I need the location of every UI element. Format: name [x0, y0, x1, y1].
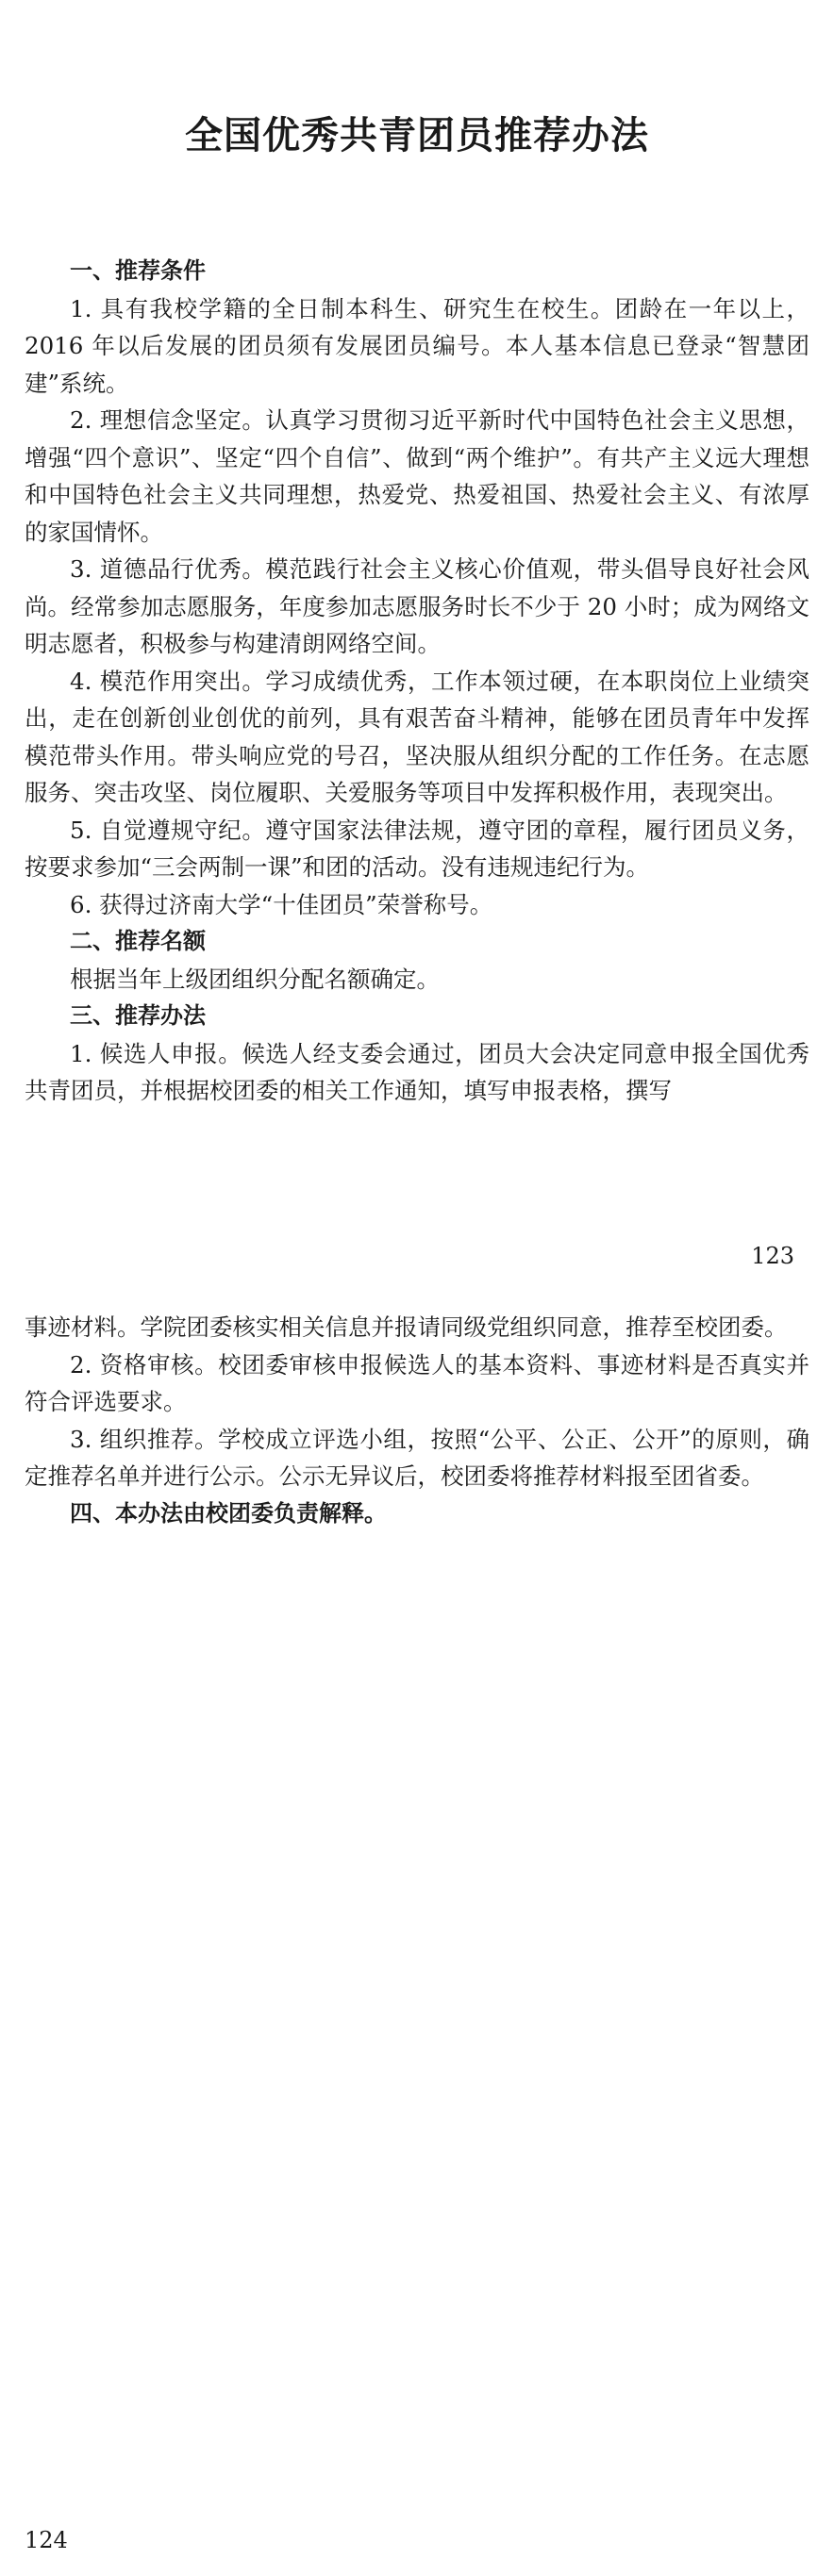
condition-3-paragraph: 3. 道德品行优秀。模范践行社会主义核心价值观，带头倡导良好社会风尚。经常参加志愿服务，年度参加志愿服务时长不少于 20 小时；成为网络文明志愿者，积极参与构建清朗网络空间。: [25, 555, 809, 657]
page-1-content: [25, 253, 809, 1110]
section-heading-interpretation: 四、本办法由校团委负责解释。: [70, 1499, 387, 1527]
quota-paragraph: 根据当年上级团组织分配名额确定。: [70, 965, 440, 993]
page-number: 123: [751, 1243, 794, 1269]
method-3-paragraph: 3. 组织推荐。学校成立评选小组，按照“公平、公正、公开”的原则，确定推荐名单并进行公示。公示无异议后，校团委将推荐材料报至团省委。: [25, 1425, 809, 1490]
condition-1-paragraph: 1. 具有我校学籍的全日制本科生、研究生在校生。团龄在一年以上，2016 年以后发展的团员须有发展团员编号。本人基本信息已登录“智慧团建”系统。: [25, 294, 809, 397]
method-1-continued-paragraph: 事迹材料。学院团委核实相关信息并报请同级党组织同意，推荐至校团委。: [25, 1313, 788, 1341]
section-heading-conditions: 一、推荐条件: [70, 257, 206, 284]
section-heading-method: 三、推荐办法: [70, 1002, 206, 1029]
method-1-paragraph: 1. 候选人申报。候选人经支委会通过，团员大会决定同意申报全国优秀共青团员，并根据校团委的相关工作通知，填写申报表格，撰写: [25, 1039, 809, 1104]
condition-5-paragraph: 5. 自觉遵规守纪。遵守国家法律法规，遵守团的章程，履行团员义务，按要求参加“三会两制一课”和团的活动。没有违规违纪行为。: [25, 816, 809, 881]
page-124: [0, 1292, 834, 2576]
page-2-content: [25, 1309, 809, 1532]
condition-2-paragraph: 2. 理想信念坚定。认真学习贯彻习近平新时代中国特色社会主义思想，增强“四个意识”、坚定“四个自信”、做到“两个维护”。有共产主义远大理想和中国特色社会主义共同理想，热爱党、热爱祖国、热爱社会主义、有浓厚的家国情怀。: [25, 406, 809, 546]
document-title: 全国优秀共青团员推荐办法: [185, 114, 649, 157]
method-2-paragraph: 2. 资格审核。校团委审核申报候选人的基本资料、事迹材料是否真实并符合评选要求。: [25, 1350, 809, 1415]
condition-4-paragraph: 4. 模范作用突出。学习成绩优秀，工作本领过硬，在本职岗位上业绩突出，走在创新创业创优的前列，具有艰苦奋斗精神，能够在团员青年中发挥模范带头作用。带头响应党的号召，坚决服从组织分配的工作任务。在志愿服务、突击攻坚、岗位履职、关爱服务等项目中发挥积极作用，表现突出。: [25, 667, 809, 806]
page-number: 124: [25, 2527, 68, 2553]
section-heading-quota: 二、推荐名额: [70, 928, 206, 954]
condition-6-paragraph: 6. 获得过济南大学“十佳团员”荣誉称号。: [70, 890, 493, 918]
